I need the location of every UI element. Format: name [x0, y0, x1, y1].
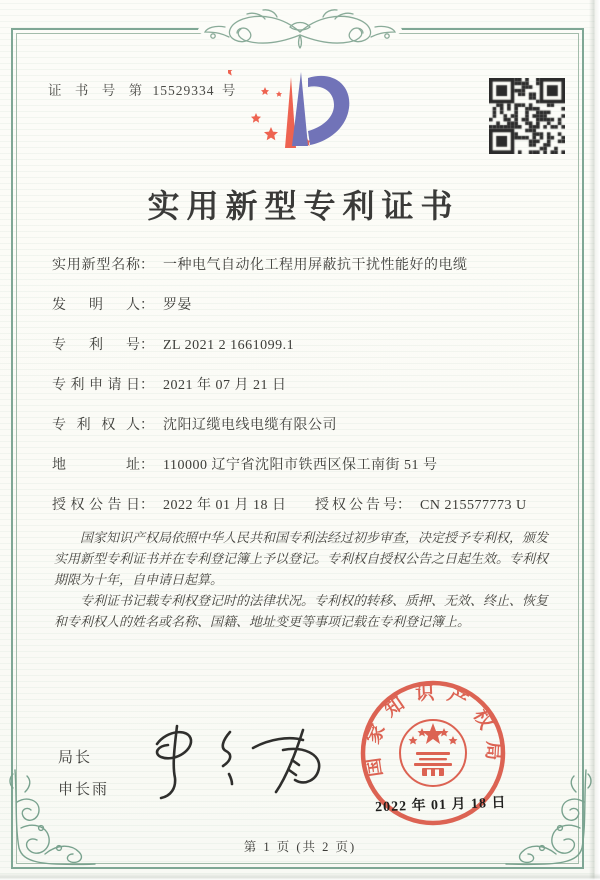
field-colon: ： — [397, 498, 411, 513]
field-label: 专利权人 — [52, 418, 140, 433]
field-label: 实用新型名称 — [52, 258, 140, 273]
field-colon: ： — [140, 418, 154, 433]
field-label: 授权公告号 — [315, 498, 397, 513]
paper-edge-bottom — [0, 873, 600, 880]
grant-date-stamp: 2022 年 01 月 18 日 — [374, 795, 507, 816]
field-value: CN 215577773 U — [420, 498, 527, 513]
field-row-inventor — [52, 296, 552, 336]
commissioner-name: 申长雨 — [58, 782, 110, 798]
legal-text — [54, 527, 548, 632]
field-colon: ： — [140, 498, 154, 513]
paper-edge-right — [589, 0, 600, 880]
field-value: ZL 2021 2 1661099.1 — [163, 338, 295, 353]
commissioner-title: 局长 — [58, 750, 93, 766]
field-colon: ： — [140, 458, 154, 473]
field-colon: ： — [140, 378, 154, 393]
field-colon: ： — [140, 258, 154, 273]
field-value: 一种电气自动化工程用屏蔽抗干扰性能好的电缆 — [163, 258, 468, 273]
handwritten-signature-icon — [135, 718, 335, 808]
field-label: 专利号 — [52, 338, 140, 353]
field-row-name — [52, 256, 552, 296]
field-value: 2022 年 01 月 18 日 — [163, 498, 287, 513]
field-label: 专利申请日 — [52, 378, 140, 393]
certificate-number-suffix: 号 — [221, 83, 241, 98]
qr-code — [489, 78, 565, 154]
certificate-number-prefix: 证 书 号 第 — [48, 83, 148, 98]
field-label: 授权公告日 — [52, 498, 140, 513]
field-value: 2021 年 07 月 21 日 — [163, 378, 287, 393]
field-value: 110000 辽宁省沈阳市铁西区保工南街 51 号 — [163, 458, 438, 473]
field-row-filing-date — [52, 376, 552, 416]
field-row-address — [52, 456, 552, 496]
page-footer: 第 1 页 (共 2 页) — [243, 840, 357, 854]
seal-ring-text: 国家知识产权局 — [361, 682, 504, 779]
certificate-number-value: 15529334 — [152, 83, 215, 98]
field-value: 罗晏 — [163, 298, 192, 313]
field-colon: ： — [140, 298, 154, 313]
field-row-grant-number — [315, 496, 527, 516]
certificate-title: 实用新型专利证书 — [147, 188, 460, 224]
field-list — [52, 256, 552, 536]
floral-ornament-top-icon — [165, 5, 435, 51]
field-colon: ： — [140, 338, 154, 353]
field-label: 发明人 — [52, 298, 140, 313]
legal-paragraph-1: 国家知识产权局依照中华人民共和国专利法经过初步审查，决定授予专利权，颁发实用新型专利证书并在专利登记簿上予以登记。专利权自授权公告之日起生效。专利权期限为十年，自申请日起算。 — [54, 530, 549, 587]
field-label: 地址 — [52, 458, 140, 473]
field-row-patent-no — [52, 336, 552, 376]
certificate-number — [48, 79, 240, 99]
national-emblem-icon — [400, 720, 466, 786]
cnipa-logo-icon — [228, 70, 388, 172]
legal-paragraph-2: 专利证书记载专利权登记时的法律状况。专利权的转移、质押、无效、终止、恢复和专利权人的姓名或名称、国籍、地址变更等事项记载在专利登记簿上。 — [54, 593, 549, 629]
field-value: 沈阳辽缆电线电缆有限公司 — [163, 418, 337, 433]
field-row-patentee — [52, 416, 552, 456]
